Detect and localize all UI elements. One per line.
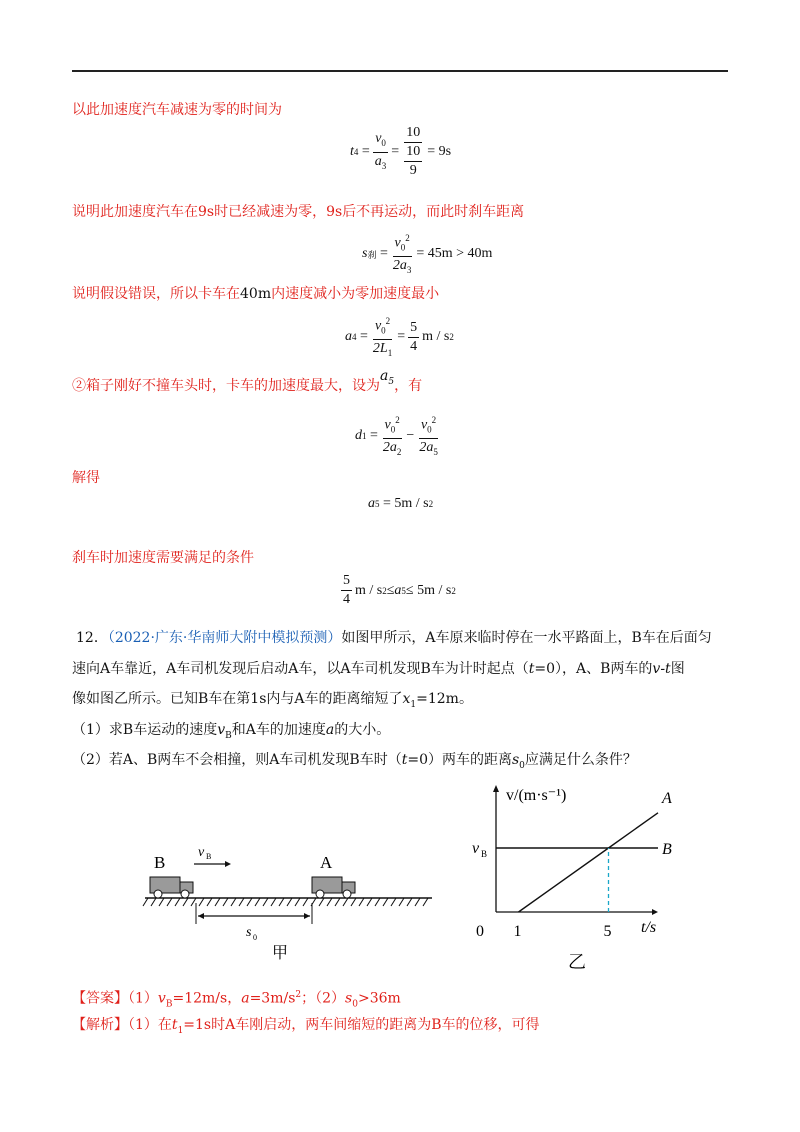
- equation-range: $\frac{5}{4}$ m / s 2 ≤ a 5 ≤ 5m / s 2: [343, 573, 456, 607]
- equation-t4: t 4 = $\frac{v_0}{a_3}$ = $\frac{10}{\frac{10}{9}}$ = 9s: [350, 125, 452, 178]
- solution-line: 【解析】（1）在$t_1=1s$时A车刚启动，两车间缩短的距离为B车的位移，可得: [72, 1017, 540, 1036]
- source-link[interactable]: （2022·广东·华南师大附中模拟预测）: [107, 630, 342, 646]
- velocity-sub: B: [206, 852, 212, 861]
- text-line: 解得: [72, 470, 100, 486]
- figure-jia: [140, 840, 440, 960]
- car-b: [150, 877, 193, 898]
- question-part-2: （2）若A、B两车不会相撞，则A车司机发现B车时（t=0）两车的距离$s_0$应满足什么条件？: [72, 752, 637, 771]
- distance-label: s: [246, 925, 252, 940]
- answer-line: 【答案】$(1)v_B=12m/s$，$a=3m/s^2$；$(2)s_0>36m$: [72, 990, 401, 1010]
- figure-yi-chart: [470, 780, 690, 980]
- text-line: 以此加速度汽车减速为零的时间为: [72, 102, 282, 118]
- equation-a5: a 5 = 5m / s 2: [368, 496, 434, 511]
- figure-yi-caption: 乙: [568, 952, 586, 972]
- header-rule: [72, 70, 728, 72]
- distance-sub: 0: [253, 933, 257, 942]
- y-tick-label-vb: v: [472, 840, 480, 857]
- text-line: 说明假设错误，所以卡车在40m内速度减小为零加速度最小: [72, 286, 440, 302]
- x-tick-label-1: 1: [513, 923, 522, 940]
- text-line: ②箱子刚好不撞车头时，卡车的加速度最大，设为$a_5$，有: [72, 368, 423, 394]
- car-a: [312, 877, 355, 898]
- car-b-label: B: [154, 853, 166, 872]
- y-tick-label-vb-sub: B: [481, 849, 488, 859]
- equation-s-brake: s 刹 = $\frac{v_0^2}{2a_3}$ = 45m > 40m: [362, 229, 492, 279]
- x-tick-label-0: 0: [476, 923, 484, 940]
- question-line-3: 像如图乙所示。已知B车在第1s内与A车的距离缩短了$x_1=12m$。: [72, 691, 473, 710]
- equation-a4: a 4 = $\frac{v_0^2}{2L_1}$ = $\frac{5}{4}$ m / s 2: [345, 312, 454, 362]
- series-line-a: [519, 813, 659, 912]
- series-label-b: B: [662, 841, 672, 858]
- x-tick-label-5: 5: [603, 923, 612, 940]
- velocity-label: v: [198, 845, 205, 860]
- figure-jia-caption: 甲: [272, 945, 289, 960]
- series-label-a: A: [662, 789, 672, 807]
- x-axis-label: t/s: [641, 919, 657, 936]
- equation-d1: d 1 = $\frac{v_0^2}{2a_2}$ − $\frac{v_0^2}{2a_5}$: [355, 411, 443, 461]
- question-part-1: （1）求B车运动的速度$v_B$和A车的加速度a的大小。: [72, 722, 391, 741]
- question-line-1: 12．（2022·广东·华南师大附中模拟预测）如图甲所示，A车原来临时停在一水平路面上，B车在后面匀: [76, 630, 712, 646]
- car-a-label: A: [320, 853, 333, 872]
- y-axis-label: v/(m·s⁻¹): [506, 787, 567, 804]
- text-line: 刹车时加速度需要满足的条件: [72, 550, 254, 566]
- text-line: 说明此加速度汽车在9s时已经减速为零，9s后不再运动，而此时刹车距离: [72, 204, 525, 220]
- question-line-2: 速向A车靠近，A车司机发现后启动A车，以A车司机发现B车为计时起点（t=0），A、B两车的v-t图: [72, 661, 685, 677]
